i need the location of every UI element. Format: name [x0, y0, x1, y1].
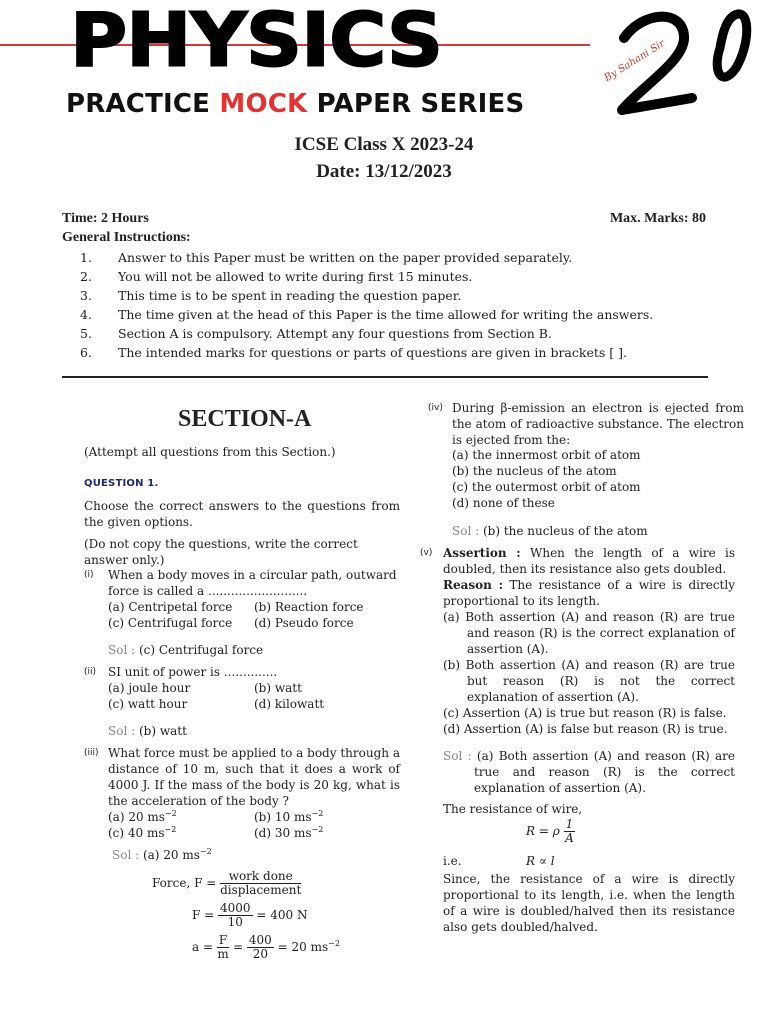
exam-time: Time: 2 Hours [62, 211, 149, 226]
series-prefix: PRACTICE [66, 89, 220, 119]
solution: Sol : (c) Centrifugal force [108, 643, 264, 657]
option: (b) watt [254, 681, 302, 695]
option: (c) Assertion (A) is true but reason (R) is false. [443, 706, 727, 720]
page-title: PHYSICS [70, 0, 442, 84]
option: (b) Reaction force [254, 600, 364, 614]
option: (a) the innermost orbit of atom [452, 448, 641, 462]
instruction-item: 5. Section A is compulsory. Attempt any four questions from Section B. [80, 326, 552, 341]
formula-force: Force, F = $\frac{\text{work done}}{\text{displacement}}$ [152, 869, 302, 897]
series-suffix: PAPER SERIES [307, 89, 525, 119]
signature-logo [582, 2, 768, 120]
proportional-formula: R ∝ l [526, 854, 555, 868]
max-marks: Max. Marks: 80 [609, 211, 706, 226]
option: (d) Assertion (A) is false but reason (R) is true. [443, 722, 728, 736]
choose-text: Choose the correct answers to the questions from the given options. [84, 499, 400, 529]
option: (b) the nucleus of the atom [452, 464, 617, 478]
ie-label: i.e. [443, 854, 462, 868]
option: (c) 40 $ms^{-2}$ [108, 825, 177, 840]
option: (c) Centrifugal force [108, 616, 233, 630]
option: (a) Both assertion (A) and reason (R) are true and reason (R) is the correct explanation of assertion (A). [443, 610, 735, 656]
question-label: QUESTION 1. [84, 478, 159, 489]
formula-resistance: R = ρ $\frac{1}{A}$ [526, 817, 574, 845]
section-note: (Attempt all questions from this Section.) [84, 445, 336, 459]
option: (a) 20 $ms^{-2}$ [108, 809, 177, 824]
divider [62, 376, 708, 378]
option: (c) the outermost orbit of atom [452, 480, 641, 494]
option: (d) kilowatt [254, 697, 325, 711]
option: (c) watt hour [108, 697, 188, 711]
solution: Sol : (b) watt [108, 724, 187, 738]
explanation-text: Since, the resistance of a wire is directly proportional to its length, i.e. when the length of a wire is doubled/halved then its resistance also gets doubled/halved. [443, 872, 735, 934]
question-text: What force must be applied to a body through a distance of 10 m, such that it does a work of 4000 J. If the mass of the body is 20 kg, what is the acceleration of the body ? [108, 746, 400, 808]
formula-force-value: F = $\frac{4000}{10}$ = 400 N [192, 901, 308, 929]
instruction-item: 6. The intended marks for questions or parts of questions are given in brackets [ ]. [80, 345, 627, 360]
solution: Sol : (a) 20 $ms^{-2}$ [112, 847, 212, 862]
question-number: (i) [84, 570, 94, 580]
instruction-item: 2. You will not be allowed to write during first 15 minutes. [80, 269, 473, 284]
solution: Sol : (b) the nucleus of the atom [452, 524, 648, 538]
instructions-heading: General Instructions: [62, 230, 191, 245]
question-text: During β-emission an electron is ejected from the atom of radioactive substance. The electron is ejected from the: [452, 401, 744, 447]
option: (d) Pseudo force [254, 616, 354, 630]
reason-text: Reason : The resistance of a wire is directly proportional to its length. [443, 578, 735, 608]
do-not-copy-note: (Do not copy the questions, write the correct answer only.) [84, 537, 358, 567]
resistance-text: The resistance of wire, [443, 802, 583, 816]
option: (b) Both assertion (A) and reason (R) are true but reason (R) is not the correct explanation of assertion (A). [443, 658, 735, 704]
section-title: SECTION-A [178, 406, 312, 432]
series-subtitle [66, 88, 524, 120]
solution: Sol : (a) Both assertion (A) and reason (R) are true and reason (R) is the correct explanation of assertion (A). [443, 749, 735, 795]
signature-text: By Sahani Sir [602, 38, 667, 85]
question-number: (iii) [84, 748, 99, 758]
option: (a) Centripetal force [108, 600, 233, 614]
instruction-item: 4. The time given at the head of this Paper is the time allowed for writing the answers. [80, 307, 654, 322]
question-number: (v) [420, 548, 433, 558]
instruction-item: 1. Answer to this Paper must be written on the paper provided separately. [80, 250, 573, 265]
question-number: (iv) [428, 403, 443, 413]
question-text: SI unit of power is .............. [108, 665, 278, 679]
option: (a) joule hour [108, 681, 191, 695]
exam-title: ICSE Class X 2023-24 [294, 134, 474, 155]
formula-acceleration: a = $\frac{F}{m}$ = $\frac{400}{20}$ = 20 $ms^{-2}$ [192, 933, 340, 961]
question-text: When a body moves in a circular path, outward force is called a .......................... [108, 568, 397, 598]
option: (d) none of these [452, 496, 555, 510]
instruction-item: 3. This time is to be spent in reading the question paper. [80, 288, 462, 303]
series-highlight: MOCK [219, 89, 308, 119]
assertion-text: Assertion : When the length of a wire is doubled, then its resistance also gets doubled. [443, 546, 735, 576]
option: (b) 10 $ms^{-2}$ [254, 809, 324, 824]
option: (d) 30 $ms^{-2}$ [254, 825, 324, 840]
exam-date: Date: 13/12/2023 [316, 161, 452, 182]
question-number: (ii) [84, 667, 97, 677]
